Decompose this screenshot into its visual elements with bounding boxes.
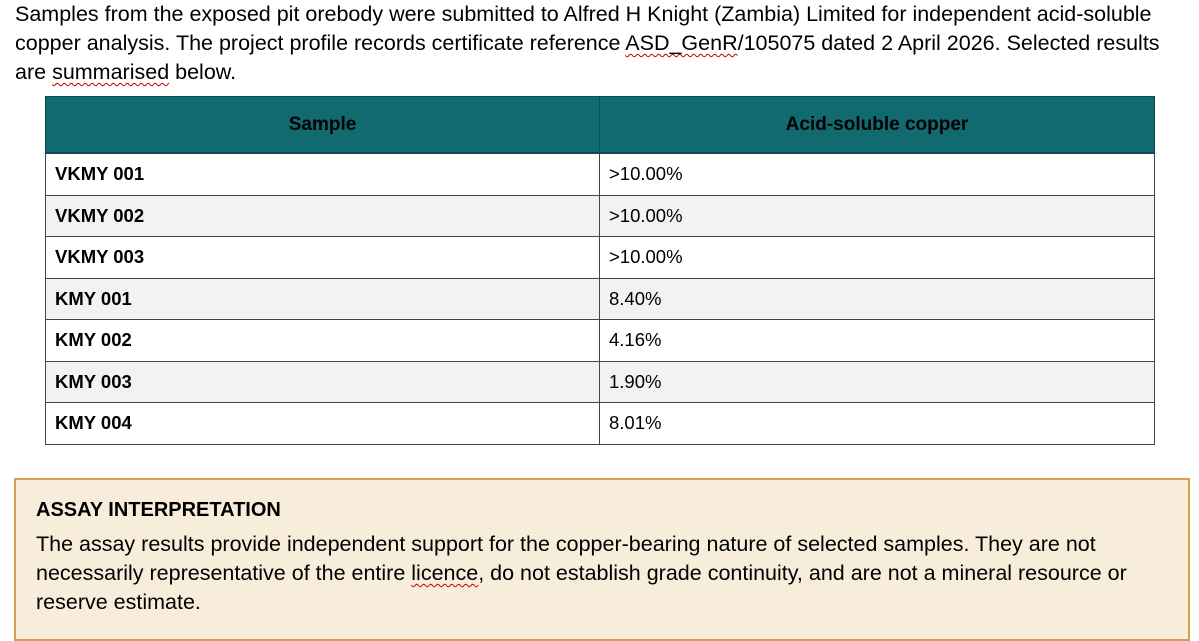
licence-word: licence — [411, 561, 479, 585]
table-header-row — [46, 97, 1155, 154]
sample-cell: KMY 004 — [46, 403, 600, 445]
table-row — [46, 320, 1155, 362]
value-cell: >10.00% — [600, 237, 1155, 279]
certificate-reference: ASD_GenR — [625, 31, 738, 55]
table-row — [46, 237, 1155, 279]
value-cell: 8.40% — [600, 278, 1155, 320]
intro-text-part3: below. — [169, 60, 237, 84]
summarised-word: summarised — [52, 60, 170, 84]
sample-cell: VKMY 002 — [46, 195, 600, 237]
table-row — [46, 195, 1155, 237]
value-cell: >10.00% — [600, 153, 1155, 195]
intro-text-part2: /105075 dated 2 April 2026. Selected results are — [15, 31, 1160, 84]
header-sample: Sample — [46, 97, 600, 154]
sample-cell: VKMY 001 — [46, 153, 600, 195]
intro-paragraph — [15, 0, 1190, 87]
value-cell: >10.00% — [600, 195, 1155, 237]
sample-cell: KMY 003 — [46, 361, 600, 403]
assay-interpretation-callout — [14, 478, 1190, 641]
callout-body-part1: The assay results provide independent support for the copper-bearing nature of selected samples. They are not necessarily representative of the entire — [36, 532, 1096, 585]
table-row — [46, 278, 1155, 320]
sample-cell: KMY 001 — [46, 278, 600, 320]
value-cell: 1.90% — [600, 361, 1155, 403]
value-cell: 8.01% — [600, 403, 1155, 445]
sample-cell: KMY 002 — [46, 320, 600, 362]
callout-title: ASSAY INTERPRETATION — [36, 499, 281, 521]
sample-cell: VKMY 003 — [46, 237, 600, 279]
callout-body — [36, 530, 1168, 617]
table-row — [46, 361, 1155, 403]
header-acid-soluble-copper: Acid-soluble copper — [600, 97, 1155, 154]
value-cell: 4.16% — [600, 320, 1155, 362]
callout-body-part2: , do not establish grade continuity, and are not a mineral resource or reserve estimate. — [36, 561, 1127, 614]
intro-text-part1: Samples from the exposed pit orebody were submitted to Alfred H Knight (Zambia) Limited for independent acid-soluble copper analysis. The project profile records certificate reference — [15, 2, 1152, 55]
table-row — [46, 153, 1155, 195]
table-row — [46, 403, 1155, 445]
assay-results-table — [45, 96, 1155, 445]
